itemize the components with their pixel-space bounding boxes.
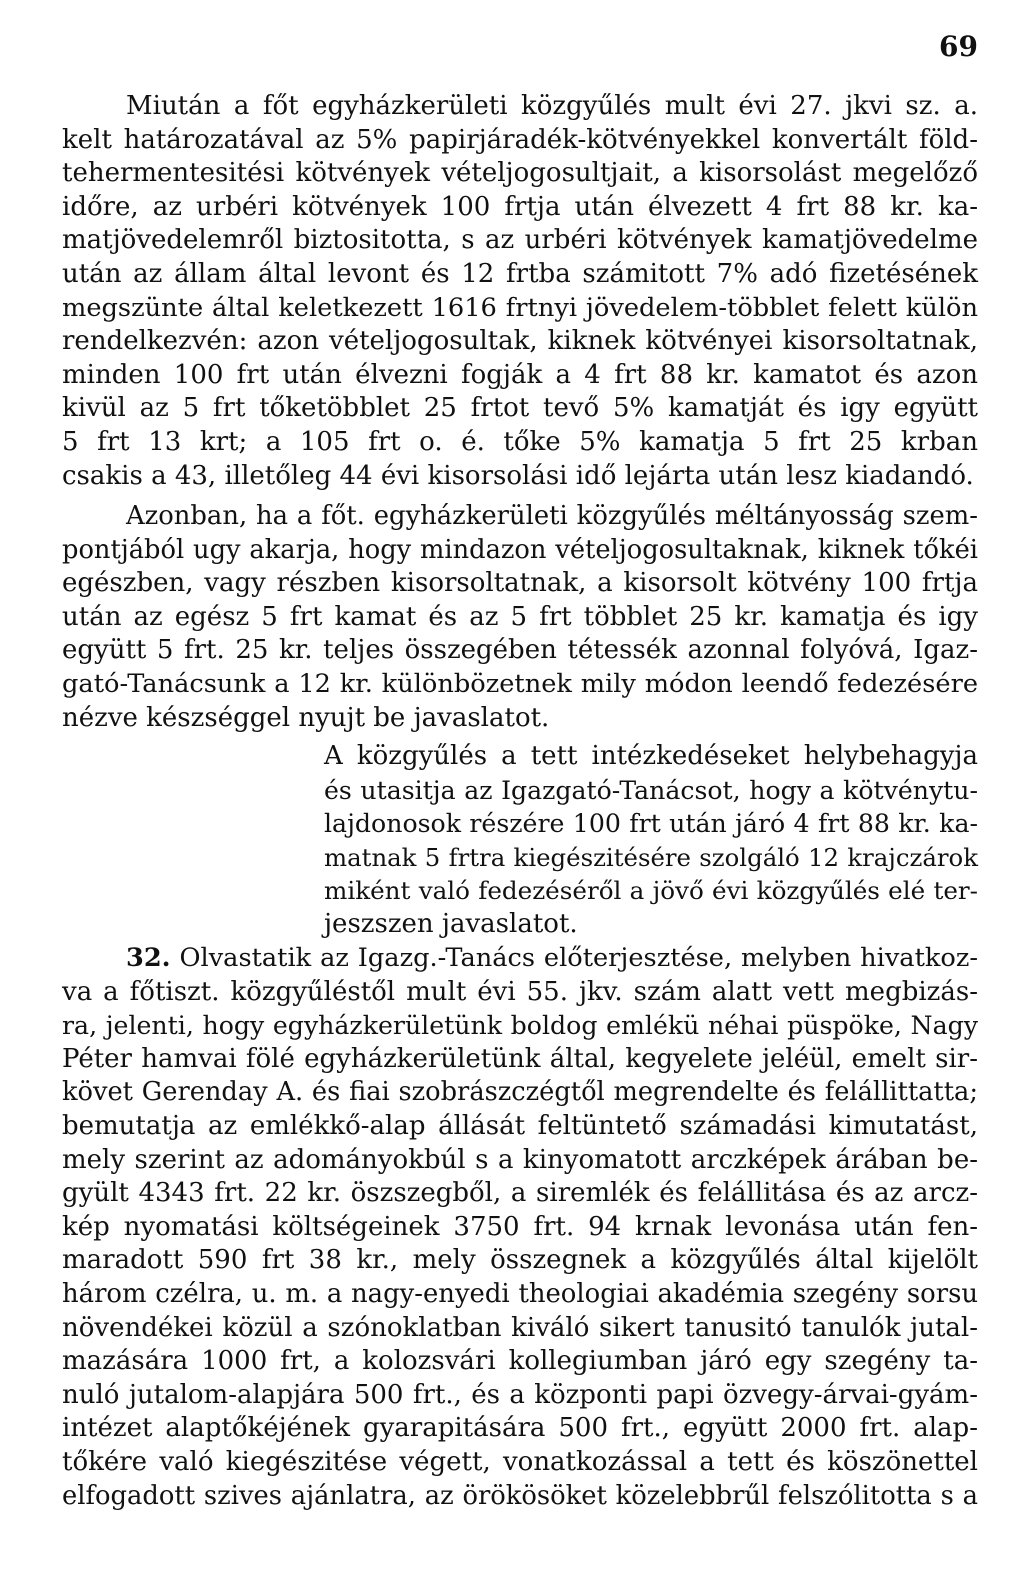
text-line: nuló jutalom-alapjára 500 frt., és a központi papi özvegy-árvai-gyám-: [62, 1379, 978, 1410]
text-line: mazására 1000 frt, a kolozsvári kollegiumban járó egy szegény ta-: [62, 1346, 978, 1377]
text-line: gyült 4343 frt. 22 kr. öszszegből, a siremlék és felállitása és az arcz-: [62, 1178, 978, 1209]
text-line: lajdonosok részére 100 frt után járó 4 frt 88 kr. ka-: [324, 809, 978, 839]
text-line: Miután a főt egyházkerületi közgyűlés mult évi 27. jkvi sz. a.: [126, 91, 978, 121]
text-line: Péter hamvai fölé egyházkerületünk által, kegyelete jeléül, emelt sir-: [62, 1043, 978, 1074]
text-line: mely szerint az adományokbúl s a kinyomatott arczképek árában be-: [62, 1144, 978, 1175]
text-line: kelt határozatával az 5% papirjáradék-kötvényekkel konvertált föld-: [62, 124, 978, 155]
paragraph-konvertalas: [62, 90, 978, 493]
text-line: után az egész 5 frt kamat és az 5 frt többlet 25 kr. kamatja és igy: [62, 601, 978, 632]
text-line: minden 100 frt után élvezni fogják a 4 frt 88 kr. kamatot és azon: [62, 359, 978, 390]
paragraph-hatarozat: [62, 740, 978, 942]
text-line: gató-Tanácsunk a 12 kr. különbözetnek mily módon leendő fedezésére: [62, 668, 978, 699]
text-line: kivül az 5 frt tőketöbblet 25 frtot tevő 5% kamatját és igy együtt: [62, 393, 978, 424]
text-line-first: [62, 942, 978, 976]
text-line: nézve készséggel nyujt be javaslatot.: [62, 702, 550, 733]
section-number: 32.: [126, 943, 171, 973]
text-line: és utasitja az Igazgató-Tanácsot, hogy a kötvénytu-: [324, 775, 978, 805]
paragraph-meltanyossag: [62, 500, 978, 735]
paragraph-32: [62, 942, 978, 1513]
text-line: intézet alaptőkéjének gyarapitására 500 frt., együtt 2000 frt. alap-: [62, 1413, 978, 1444]
text-line: három czélra, u. m. a nagy-enyedi theologiai akadémia szegény sorsu: [62, 1278, 978, 1309]
text-line: együtt 5 frt. 25 kr. teljes összegében tétessék azonnal folyóvá, Igaz-: [62, 635, 978, 666]
text-line: va a főtiszt. közgyűléstől mult évi 55. jkv. szám alatt vett megbizás-: [62, 976, 978, 1007]
text-line: bemutatja az emlékkő-alap állását feltüntető számadási kimutatást,: [62, 1110, 978, 1141]
text-line: matnak 5 frtra kiegészitésére szolgáló 12 krajczárok: [324, 842, 978, 872]
text-line: után az állam által levont és 12 frtba számitott 7% adó fizetésének: [62, 258, 978, 289]
text-line: tőkére való kiegészitése végett, vonatkozással a tett és köszönettel: [62, 1446, 978, 1477]
text-line: tehermentesitési kötvények vételjogosultjait, a kisorsolást megelőző: [62, 158, 978, 189]
text-line: növendékei közül a szónoklatban kiváló sikert tanusitó tanulók jutal-: [62, 1312, 978, 1343]
text-line: csakis a 43, illetőleg 44 évi kisorsolási idő lejárta után lesz kiadandó.: [62, 460, 974, 491]
text-line: jeszszen javaslatot.: [324, 908, 578, 939]
text-line: miként való fedezéséről a jövő évi közgyűlés elé ter-: [324, 876, 978, 906]
text-line: követ Gerenday A. és fiai szobrászczégtől megrendelte és felállittatta;: [62, 1077, 978, 1108]
text-line: rendelkezvén: azon vételjogosultak, kiknek kötvényei kisorsoltatnak,: [62, 326, 978, 357]
text-line: pontjából ugy akarja, hogy mindazon vételjogosultaknak, kiknek tőkéi: [62, 534, 978, 565]
text-line: kép nyomatási költségeinek 3750 frt. 94 krnak levonása után fen-: [62, 1211, 978, 1242]
text-line: matjövedelemről biztositotta, s az urbéri kötvények kamatjövedelme: [62, 225, 978, 256]
text-line: maradott 590 frt 38 kr., mely összegnek a közgyűlés által kijelölt: [62, 1245, 978, 1276]
text-line: 5 frt 13 krt; a 105 frt o. é. tőke 5% kamatja 5 frt 25 krban: [62, 426, 978, 457]
text-line: A közgyűlés a tett intézkedéseket helybehagyja: [324, 741, 978, 771]
text-line: ra, jelenti, hogy egyházkerületünk boldog emlékü néhai püspöke, Nagy: [62, 1011, 978, 1041]
text-line: Azonban, ha a főt. egyházkerületi közgyűlés méltányosság szem-: [126, 501, 978, 531]
text-line: egészben, vagy részben kisorsoltatnak, a kisorsolt kötvény 100 frtja: [62, 568, 978, 599]
page-number: 69: [939, 30, 978, 63]
text-line: elfogadott szives ajánlatra, az örökösöket közelebbrűl felszólitotta s a: [62, 1480, 978, 1511]
text-line: Olvastatik az Igazg.-Tanács előterjesztése, melyben hivatkoz-: [179, 943, 978, 973]
text-line: megszünte által keletkezett 1616 frtnyi jövedelem-többlet felett külön: [62, 292, 978, 323]
text-line: időre, az urbéri kötvények 100 frtja után élvezett 4 frt 88 kr. ka-: [62, 191, 978, 222]
